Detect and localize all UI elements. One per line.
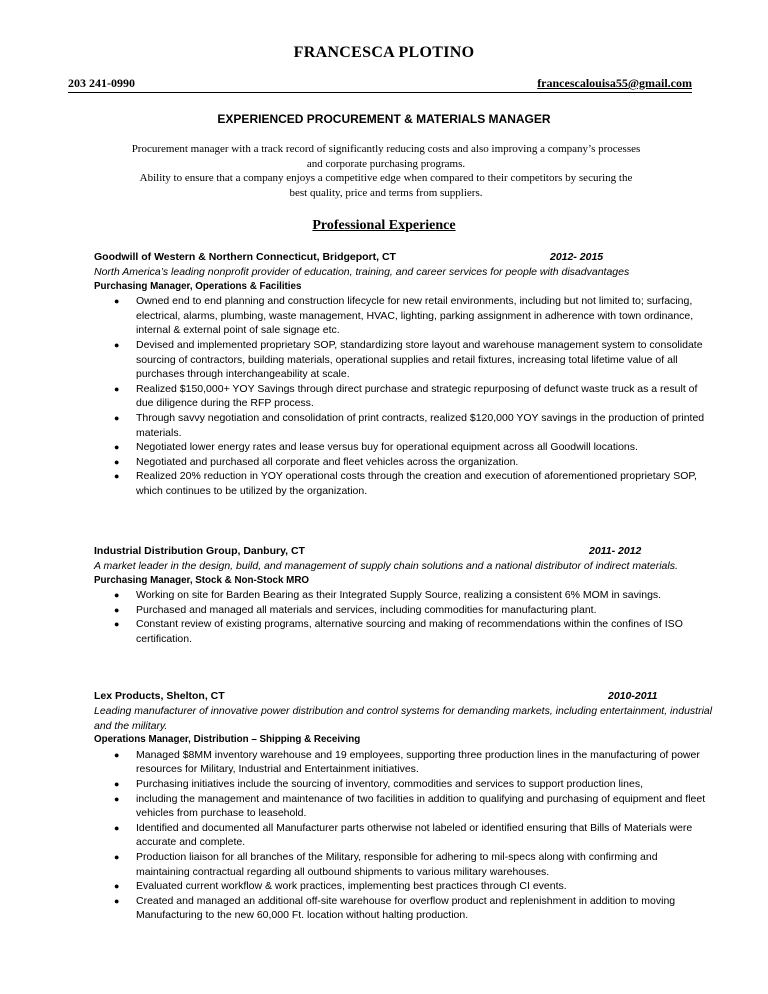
job-entry-lex-products	[94, 689, 714, 923]
list-item: ● Devised and implemented proprietary SOP, standardizing store layout and warehouse management system to consolidate sourcing of contractors, building materials, operational supplies and retail fixtures, increasing total lifetime value of all purchases through interchangeability at scale.	[114, 338, 703, 381]
bullet-icon: ●	[114, 749, 120, 760]
job-dates: 2010-2011	[608, 690, 658, 702]
job-dates: 2011- 2012	[589, 545, 642, 557]
summary-line: and corporate purchasing programs.	[306, 157, 466, 170]
job-role: Operations Manager, Distribution – Shipping & Receiving	[94, 734, 361, 746]
bullet-icon: ●	[114, 619, 120, 630]
bullet-icon: ●	[114, 822, 120, 833]
bullet-icon: ●	[114, 442, 120, 453]
bullet-icon: ●	[114, 778, 120, 789]
list-item: ● Through savvy negotiation and consolidation of print contracts, realized $120,000 YOY savings in the production of printed materials.	[114, 411, 705, 439]
job-description: North America’s leading nonprofit provider of education, training, and career services for people with disadvantages	[94, 266, 630, 278]
candidate-name: FRANCESCA PLOTINO	[293, 44, 475, 61]
phone-number: 203 241-0990	[68, 76, 135, 90]
list-item: ● Realized 20% reduction in YOY operational costs through the creation and execution of aforementioned proprietary SOP, which continues to be utilized by the organization.	[114, 470, 697, 497]
list-item: ● Realized $150,000+ YOY Savings through direct purchase and strategic repurposing of defunct waste truck as a result of due diligence during the RFP process.	[114, 382, 698, 410]
summary-line: Ability to ensure that a company enjoys a competitive edge when compared to their competitors by securing the	[139, 172, 633, 184]
list-item: ● Production liaison for all branches of the Military, responsible for adhering to mil-specs along with confirming and maintaining contractual regarding all outbound shipments to various military warehouses.	[114, 850, 658, 878]
job-description: A market leader in the design, build, and management of supply chain solutions and a national distributor of indirect materials.	[94, 560, 678, 572]
bullet-icon: ●	[114, 895, 120, 906]
email-link[interactable]: francescalouisa55@gmail.com	[537, 76, 692, 90]
bullet-icon: ●	[114, 339, 120, 350]
list-item: ● Evaluated current workflow & work practices, implementing best practices through CI events.	[114, 880, 567, 893]
list-item: ● Managed $8MM inventory warehouse and 19 employees, supporting three production lines in the manufacturing of power resources for Military, Industrial and Entertainment initiatives.	[114, 748, 700, 776]
list-item: ● Constant review of existing programs, alternative sourcing and making of recommendations within the confines of ISO certification.	[114, 618, 683, 645]
bullet-icon: ●	[114, 793, 120, 804]
list-item: ● Created and managed an additional off-site warehouse for overflow product and replenishment in addition to moving Manufacturing to the new 60,000 Ft. location without halting production.	[114, 894, 676, 922]
summary-block	[88, 142, 684, 200]
bullet-icon: ●	[114, 881, 120, 892]
list-item: ● including the management and maintenance of two facilities in addition to qualifying and purchasing of equipment and fleet vehicles from purchase to leasehold.	[114, 792, 706, 820]
job-role: Purchasing Manager, Operations & Facilities	[94, 280, 302, 292]
job-dates: 2012- 2015	[550, 251, 604, 263]
job-description: Leading manufacturer of innovative power distribution and control systems for demanding markets, including entertainment, industrial and the military.	[94, 705, 713, 732]
summary-line: Procurement manager with a track record of significantly reducing costs and also improving a company’s processes	[131, 143, 641, 155]
list-item: ● Negotiated lower energy rates and lease versus buy for operational equipment across all Goodwill locations.	[114, 441, 638, 454]
bullet-icon: ●	[114, 296, 120, 307]
bullet-icon: ●	[114, 590, 120, 601]
contact-line	[68, 76, 692, 93]
list-item: ● Identified and documented all Manufacturer parts otherwise not labeled or identified ensuring that Bills of Materials were accurate and complete.	[114, 821, 693, 849]
list-item: ● Working on site for Barden Bearing as their Integrated Supply Source, realizing a consistent 6% MOM in savings.	[114, 589, 662, 602]
summary-line: best quality, price and terms from suppliers.	[289, 186, 483, 199]
section-title-experience: Professional Experience	[312, 218, 456, 233]
job-employer	[94, 250, 714, 265]
employer-name: Goodwill of Western & Northern Connecticut, Bridgeport, CT	[94, 251, 396, 263]
list-item: ● Negotiated and purchased all corporate and fleet vehicles across the organization.	[114, 455, 519, 468]
job-entry-goodwill	[94, 250, 714, 499]
bullet-icon: ●	[114, 604, 120, 615]
job-employer	[94, 689, 714, 704]
job-employer	[94, 544, 714, 559]
job-bullets	[94, 294, 714, 498]
list-item: ● Owned end to end planning and construction lifecycle for new retail environments, including but not limited to; surfacing, electrical, alarms, plumbing, waste management, HVAC, lighting, parking assignment in adherence with town ordinance, internal & external point of sale signage etc.	[114, 295, 694, 337]
bullet-icon: ●	[114, 412, 120, 423]
bullet-icon: ●	[114, 851, 120, 862]
list-item: ● Purchasing initiatives include the sourcing of inventory, commodities and services to support production lines,	[114, 777, 643, 790]
employer-name: Industrial Distribution Group, Danbury, CT	[94, 545, 305, 557]
bullet-icon: ●	[114, 456, 120, 467]
job-bullets	[94, 588, 714, 646]
professional-headline: EXPERIENCED PROCUREMENT & MATERIALS MANAGER	[217, 112, 551, 126]
bullet-icon: ●	[114, 383, 120, 394]
bullet-icon: ●	[114, 471, 120, 482]
job-bullets	[94, 748, 714, 923]
list-item: ● Purchased and managed all materials and services, including commodities for manufacturing plant.	[114, 603, 597, 616]
job-entry-industrial-distribution	[94, 544, 714, 647]
employer-name: Lex Products, Shelton, CT	[94, 690, 225, 702]
job-role: Purchasing Manager, Stock & Non-Stock MRO	[94, 574, 310, 586]
